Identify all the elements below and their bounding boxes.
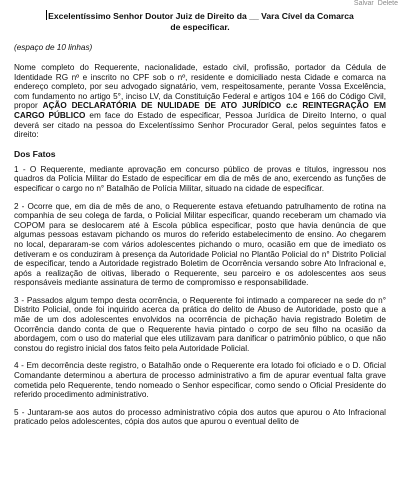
fact-paragraph-2: 2 - Ocorre que, em dia de mês de ano, o Requerente estava efetuando patrulhamento de rotina na companhia de seu colega de farda, o Policial Militar especificar, quando receberam um chamado via COPOM para se deslocarem até à Escola pública especificar, posto que havia denúncia de que algumas pessoas estavam pichando os muros do referido estabelecimento de ensino. Ao chegarem no local, depararam-se com vários adolescentes pichando o muro, ocasião em que de imediato os detiveram e os conduziram à presença da Autoridade Policial no Plantão Policial do n° Distrito Policial de especificar, tendo a Autoridade registrado Boletim de Ocorrência versando sobre Ato Infracional e, após a realização de oitivas, liberado o Requerente, seu parceiro e os adolescentes aos seus responsáveis mediante assinatura de termo de compromisso e responsabilidade. bbox=[14, 201, 386, 288]
intro-text-1: Nome completo do Requerente, nacionalidade, estado civil, profissão, portador da Cédula de Identidade RG nº e inscrito no CPF sob o nº, residente e domiciliado nesta Cidade e comarca na endereço completo, por seu advogado signatário, vem, respeitosamente, perante Vossa Excelência, com fundamento no artigo 5°, inciso LV, da Constituição Federal e artigos 104 e 166 do Código Civil, propor bbox=[14, 63, 386, 111]
action-title: AÇÃO DECLARATÓRIA DE NULIDADE DE ATO JURÍDICO c.c REINTEGRAÇÃO EM CARGO PÚBLICO bbox=[14, 101, 386, 120]
heading-line-2: de especificar. bbox=[170, 22, 230, 32]
document-page bbox=[14, 0, 386, 435]
fact-paragraph-5: 5 - Juntaram-se aos autos do processo administrativo cópia dos autos que apurou o Ato Infracional praticado pelos adolescentes, cópia dos autos que apurou o eventual delito de bbox=[14, 407, 386, 427]
spacing-note: (espaço de 10 linhas) bbox=[14, 43, 93, 52]
heading-line-1: Excelentíssimo Senhor Doutor Juiz de Direito da __ Vara Cível da Comarca bbox=[48, 11, 354, 21]
fact-paragraph-3: 3 - Passados algum tempo desta ocorrência, o Requerente foi intimado a comparecer na sede do n° Distrito Policial, onde foi inquirido acerca da prática do delito de Abuso de Autoridade, posto que a mãe de um dos adolescentes envolvidos na ocorrência de pichação havia registrado Boletim de Ocorrência dando conta de que o Requerente havia pintado o corpo de seu filho na ocasião da abordagem, com o uso do material que eles utilizavam para danificar o patrimônio público, o que não constou do registro inicial dos fatos feito pela Autoridade Policial. bbox=[14, 295, 386, 353]
toolbar-item-save[interactable]: Salvar bbox=[353, 0, 374, 7]
toolbar-item-delete[interactable]: Delete bbox=[377, 0, 398, 7]
text-cursor bbox=[46, 10, 47, 20]
fact-paragraph-4: 4 - Em decorrência deste registro, o Batalhão onde o Requerente era lotado foi oficiado e o D. Oficial Comandante determinou a abertura de processo administrativo a fim de apurar eventual falta grave cometida pelo Requerente, tendo nomeado o Senhor especificar, como sendo o Oficial Presidente do referido procedimento administrativo. bbox=[14, 361, 386, 400]
intro-text-2: em face do Estado de especificar, Pessoa Jurídica de Direito Interno, o qual deverá ser citado na pessoa do Excelentíssimo Senhor Procurador Geral, pelos seguintes fatos e direito: bbox=[14, 110, 387, 140]
fact-paragraph-1: 1 - O Requerente, mediante aprovação em concurso público de provas e títulos, ingressou nos quadros da Polícia Militar do Estado de especificar em dia de mês de ano, exercendo as funções de especificar o cargo no n° Batalhão de Polícia Militar, situado na cidade de especificar. bbox=[14, 164, 386, 193]
document-heading bbox=[14, 10, 386, 33]
section-title-facts: Dos Fatos bbox=[14, 148, 56, 159]
intro-paragraph bbox=[14, 63, 386, 140]
